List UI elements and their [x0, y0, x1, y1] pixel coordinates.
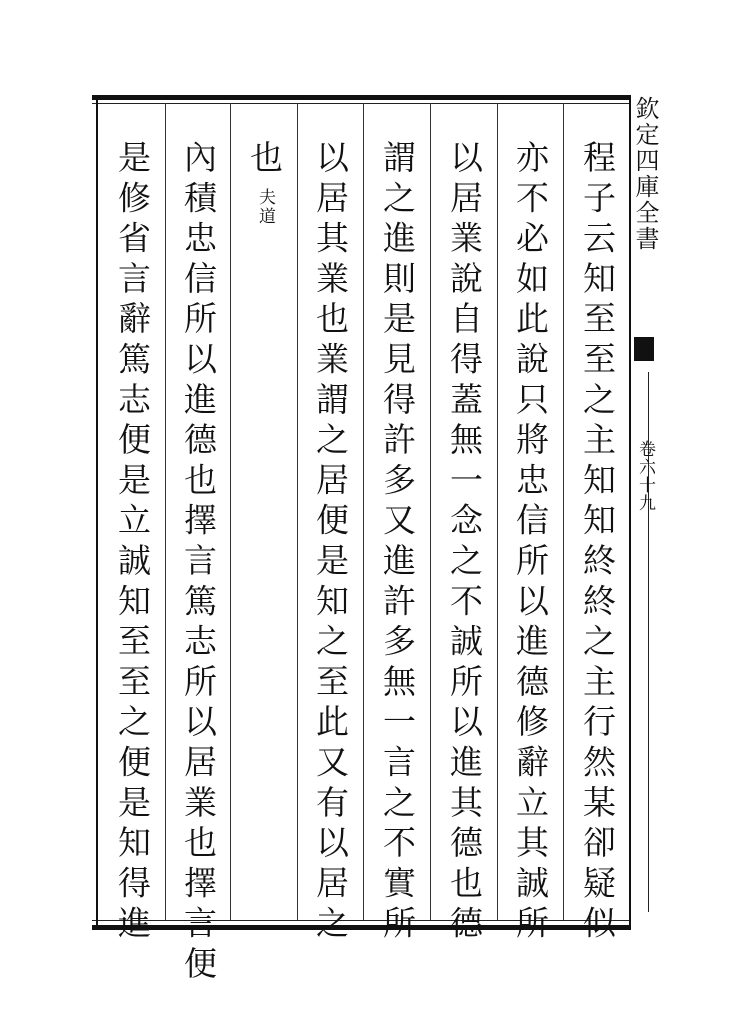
text-column-1: 程子云知至至之主知知終終之主行然某卻疑似: [578, 140, 617, 946]
text-column-7: 內積忠信所以進德也擇言篤志所以居業也擇言便: [179, 140, 218, 987]
frame-left-rule: [96, 95, 98, 930]
text-column-5: 以居其業也業謂之居便是知之至此又有以居之: [311, 140, 350, 946]
column-divider: [230, 103, 231, 920]
column-divider: [297, 103, 298, 920]
column-divider: [497, 103, 498, 920]
column-divider: [430, 103, 431, 920]
column-divider: [165, 103, 166, 920]
frame-top-rule: [92, 95, 630, 100]
book-title: 欽定四庫全書: [631, 96, 659, 252]
text-column-6: 也: [245, 140, 284, 181]
text-column-8: 是修省言辭篤志便是立誠知至至之便是知得進: [113, 140, 152, 946]
column-divider: [363, 103, 364, 920]
column-divider: [563, 103, 564, 920]
fishtail-mark: [634, 337, 654, 361]
text-column-3: 以居業說自得蓋無一念之不誠所以進其德也德: [445, 140, 484, 946]
annotation-note: 夫道: [255, 188, 275, 226]
frame-top-inner-rule: [92, 103, 630, 104]
text-column-4: 謂之進則是見得許多又進許多無一言之不實所: [378, 140, 417, 946]
volume-number: 卷六十九: [635, 440, 655, 512]
text-column-2: 亦不必如此說只將忠信所以進德修辭立其誠所: [511, 140, 550, 946]
